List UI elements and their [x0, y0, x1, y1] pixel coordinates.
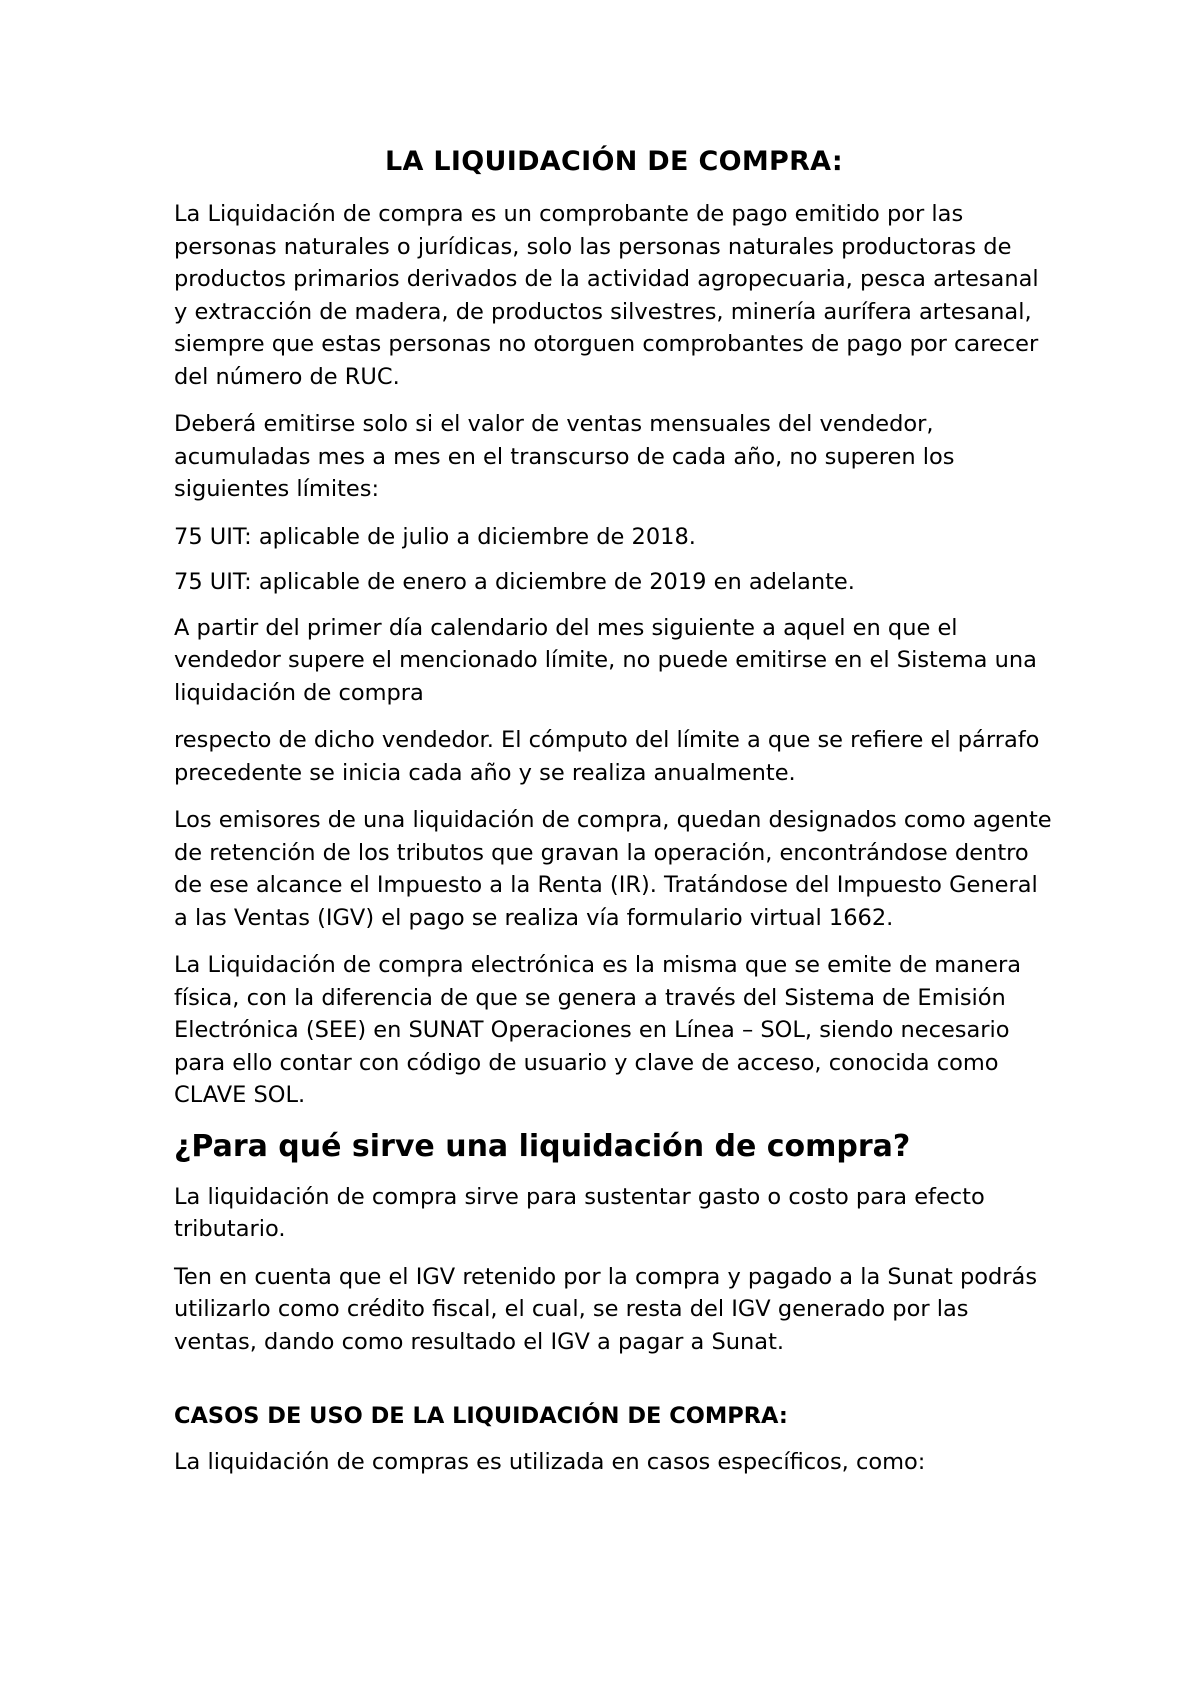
paragraph-limit-exceeded: A partir del primer día calendario del mes siguiente a aquel en que el vendedor supere el mencionado límite, no puede emitirse en el Sistema una liquidación de compra [174, 614, 1037, 706]
paragraph-definition: La Liquidación de compra es un comprobante de pago emitido por las personas naturales o jurídicas, solo las personas naturales productoras de productos primarios derivados de la actividad agropecuaria, pesca artesanal y extracción de madera, de productos silvestres, minería aurífera artesanal, siempre que estas personas no otorguen comprobantes de pago por carecer del número de RUC. [174, 201, 1039, 390]
section-heading-use-cases: CASOS DE USO DE LA LIQUIDACIÓN DE COMPRA: [174, 1403, 788, 1429]
paragraph-limit-2018: 75 UIT: aplicable de julio a diciembre de 2018. [174, 523, 696, 550]
paragraph-purpose: La liquidación de compra sirve para sustentar gasto o costo para efecto tributario. [174, 1183, 985, 1242]
paragraph-retention-agents: Los emisores de una liquidación de compra, quedan designados como agente de retención de los tributos que gravan la operación, encontrándose dentro de ese alcance el Impuesto a la Renta (IR). Tratándose del Impuesto General a las Ventas (IGV) el pago se realiza vía formulario virtual 1662. [174, 807, 1052, 931]
paragraph-use-cases-intro: La liquidación de compras es utilizada en casos específicos, como: [174, 1449, 926, 1475]
document-title: LA LIQUIDACIÓN DE COMPRA: [385, 146, 843, 177]
paragraph-limits-intro: Deberá emitirse solo si el valor de ventas mensuales del vendedor, acumuladas mes a mes en el transcurso de cada año, no superen los siguientes límites: [174, 411, 955, 502]
paragraph-electronic-version: La Liquidación de compra electrónica es la misma que se emite de manera física, con la diferencia de que se genera a través del Sistema de Emisión Electrónica (SEE) en SUNAT Operaciones en Línea – SOL, siendo necesario para ello contar con código de usuario y clave de acceso, conocida como CLAVE SOL. [174, 952, 1022, 1108]
paragraph-limit-2019: 75 UIT: aplicable de enero a diciembre de 2019 en adelante. [174, 569, 855, 595]
paragraph-limit-computation: respecto de dicho vendedor. El cómputo del límite a que se refiere el párrafo precedente se inicia cada año y se realiza anualmente. [174, 727, 1040, 786]
paragraph-igv-credit: Ten en cuenta que el IGV retenido por la compra y pagado a la Sunat podrás utilizarlo como crédito fiscal, el cual, se resta del IGV generado por las ventas, dando como resultado el IGV a pagar a Sunat. [174, 1263, 1038, 1355]
document-page [174, 144, 1054, 1494]
section-heading-purpose: ¿Para qué sirve una liquidación de compra? [174, 1128, 911, 1164]
